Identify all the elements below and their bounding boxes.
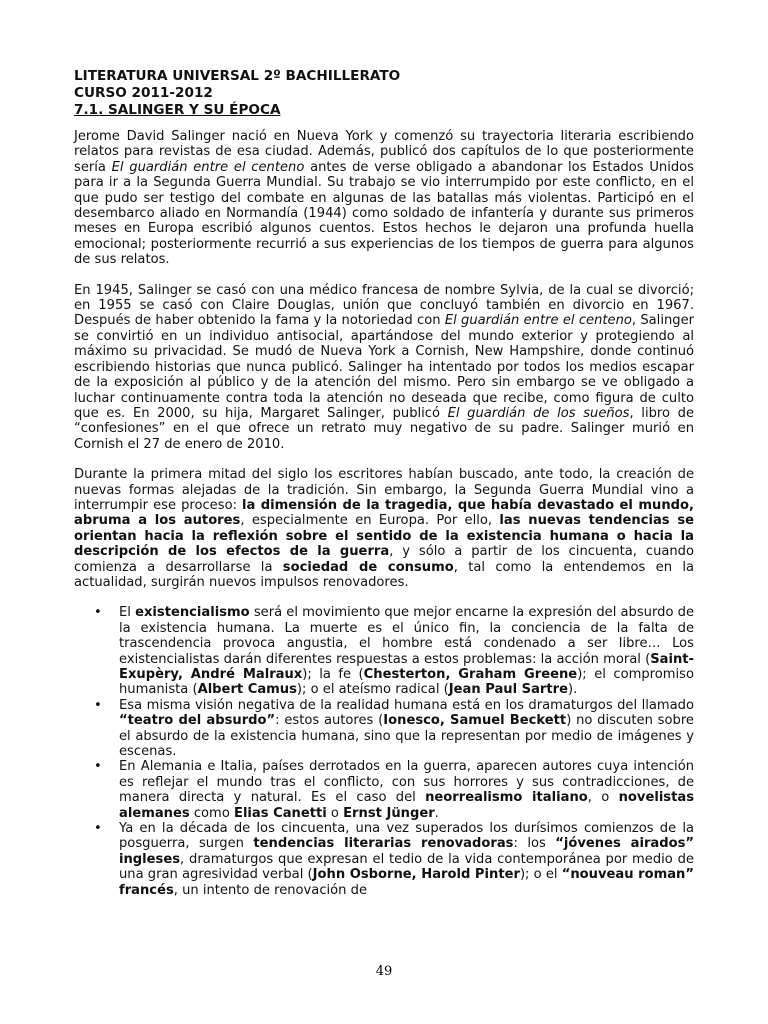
- text-run: , dramaturgos que expresan el tedio de la vida contemporánea por medio de una gran agresividad verbal (: [119, 851, 694, 883]
- course-title: LITERATURA UNIVERSAL 2º BACHILLERATO: [74, 68, 401, 84]
- bold-text: Chesterton, Graham Greene: [363, 667, 578, 682]
- bold-text: John Osborne, Harold Pinter: [312, 867, 520, 883]
- text-run: Durante la primera mitad del siglo los escritores habían buscado, ante todo, la creación de nuevas formas alejadas de la tradición. Sin embargo, la Segunda Guerra Mundial vino a interrumpir ese proceso:: [74, 467, 694, 513]
- bullet-icon: •: [94, 697, 102, 713]
- bullet-icon: •: [94, 821, 102, 837]
- bold-text: Albert Camus: [197, 682, 297, 698]
- list-item-text: [119, 759, 694, 820]
- text-run: , un intento de renovación de: [173, 882, 368, 898]
- paragraph: [74, 129, 694, 268]
- italic-text: El guardián de los sueños: [447, 405, 630, 421]
- text-run: , o: [587, 790, 619, 806]
- list-item-text: [119, 698, 694, 759]
- text-run: será el movimiento que mejor encarne la expresión del absurdo de la existencia humana. La muerte es el único fin, la conciencia de la falta de trascendencia provoca angustia, el hombre está condenado a ser libre… Los existencialistas darán diferentes respuestas a estos problemas: la acción moral (: [119, 605, 694, 667]
- text-run: , tal como la entendemos en la actualidad, surgirán nuevos impulsos renovadores.: [74, 559, 694, 590]
- text-run: En Alemania e Italia, países derrotados en la guerra, aparecen autores cuya intención es reflejar el mundo tras el conflicto, con sus horrores y sus contradicciones, de manera directa y natural. Es el caso del: [119, 759, 694, 806]
- page-number: 49: [375, 964, 393, 979]
- list-item: [74, 605, 694, 697]
- text-run: o: [326, 805, 344, 821]
- bold-text: “jóvenes airados” ingleses: [119, 836, 694, 867]
- bullet-list: [74, 605, 694, 898]
- bullet-icon: •: [94, 759, 102, 775]
- bold-text: “nouveau roman” francés: [119, 867, 694, 898]
- bold-text: Jean Paul Sartre: [448, 682, 568, 698]
- text-run: En 1945, Salinger se casó con una médico francesa de nombre Sylvia, de la cual se divorció; en 1955 se casó con Claire Douglas, unión que concluyó también en divorcio en 1967. Después de haber obtenido la fama y la notoriedad con: [74, 282, 694, 329]
- text-run: : los: [513, 836, 556, 852]
- course-year: CURSO 2011-2012: [74, 85, 213, 101]
- bold-text: Saint-Exupèry, André Malraux: [119, 651, 694, 682]
- text-run: : estos autores (: [275, 713, 384, 729]
- text-run: .: [434, 805, 439, 821]
- paragraph: [74, 467, 694, 590]
- list-item: [74, 698, 694, 760]
- text-run: ); o el ateísmo radical (: [296, 682, 449, 698]
- bold-text: sociedad de consumo: [282, 559, 454, 575]
- text-run: ); o el: [519, 867, 562, 883]
- text-run: , libro de “confesiones” en el que ofrece un retrato muy negativo de su padre. Salinger murió en Cornish el 27 de enero de 2010.: [74, 405, 694, 452]
- bold-text: las nuevas tendencias se orientan hacia la reflexión sobre el sentido de la existencia humana o hacia la descripción de los efectos de la guerra: [74, 513, 694, 560]
- text-run: ).: [567, 682, 578, 698]
- list-item: [74, 821, 694, 898]
- bold-text: Ionesco, Samuel Beckett: [383, 713, 567, 729]
- list-item-text: [119, 605, 694, 697]
- paragraph: [74, 283, 694, 452]
- text-run: antes de verse obligado a abandonar los Estados Unidos para ir a la Segunda Guerra Mundial. Su trabajo se vio interrumpido por este conflicto, en el que pudo ser testigo del combate en algunas de las batallas más violentas. Participó en el desembarco aliado en Normandía (1944) como soldado de infantería y durante sus primeros meses en Europa escribió algunos cuentos. Estos hechos le dejaron una profunda huella emocional; posteriormente recurrió a sus experiencias de los tiempos de guerra para algunos de sus relatos.: [74, 159, 694, 268]
- text-run: ); el compromiso humanista (: [119, 667, 694, 698]
- text-run: El: [119, 605, 136, 621]
- bold-text: “teatro del absurdo”: [119, 713, 276, 729]
- text-run: , y sólo a partir de los cincuenta, cuando comienza a desarrollarse la: [74, 544, 695, 575]
- list-item: [74, 759, 694, 821]
- bold-text: la dimensión de la tragedia, que había devastado el mundo, abruma a los autores: [74, 497, 694, 529]
- bullet-icon: •: [94, 605, 102, 621]
- bold-text: tendencias literarias renovadoras: [253, 836, 514, 852]
- text-run: , especialmente en Europa. Por ello,: [240, 513, 500, 529]
- section-title: 7.1. SALINGER Y SU ÉPOCA: [74, 102, 281, 118]
- text-run: como: [189, 805, 234, 821]
- bold-text: Ernst Jünger: [343, 805, 435, 821]
- bold-text: novelistas alemanes: [119, 790, 694, 821]
- italic-text: El guardián entre el centeno: [444, 313, 632, 329]
- bold-text: neorrealismo italiano: [425, 790, 588, 806]
- bold-text: Elias Canetti: [234, 805, 327, 821]
- text-run: , Salinger se convirtió en un individuo antisocial, apartándose del mundo exterior y protegiendo al máximo su privacidad. Se mudó de Nueva York a Cornish, New Hampshire, donde continuó escribiendo historias que nunca publicó. Salinger ha intentado por todos los medios escapar de la exposición al público y de la atención del mismo. Pero sin embargo se ve obligado a luchar continuamente contra toda la atención no deseada que recibe, como figura de culto que es. En 2000, su hija, Margaret Salinger, publicó: [74, 313, 695, 421]
- document-header: [74, 68, 694, 119]
- document-page: [74, 68, 694, 898]
- text-run: ); la fe (: [302, 667, 364, 682]
- text-run: Esa misma visión negativa de la realidad humana está en los dramaturgos del llamado: [119, 697, 694, 713]
- bold-text: existencialismo: [135, 605, 250, 621]
- text-run: ) no discuten sobre el absurdo de la existencia humana, sino que la representan por medio de imágenes y escenas.: [119, 713, 694, 760]
- list-item-text: [119, 821, 694, 898]
- text-run: Jerome David Salinger nació en Nueva York y comenzó su trayectoria literaria escribiendo relatos para revistas de esa ciudad. Además, publicó dos capítulos de lo que posteriormente sería: [74, 129, 694, 175]
- italic-text: El guardián entre el centeno: [111, 159, 305, 175]
- text-run: Ya en la década de los cincuenta, una vez superados los durísimos comienzos de la posguerra, surgen: [119, 821, 694, 852]
